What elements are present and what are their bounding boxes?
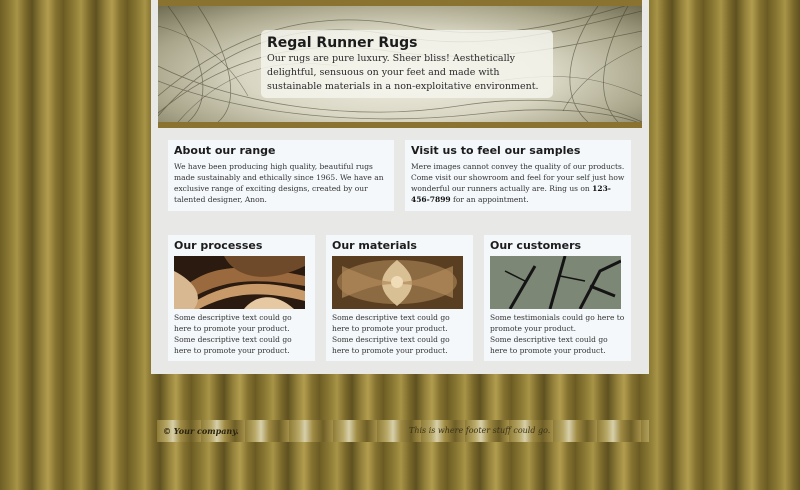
customers-text-1: Some testimonials could go here to promote your product. [490, 313, 625, 333]
visit-text [411, 161, 625, 205]
footer-copyright: © Your company. [163, 426, 239, 436]
site-title: Regal Runner Rugs [267, 35, 418, 51]
visit-text-start: Mere images cannot convey the quality of our products. Come visit our showroom and feel for your self just how wonderful our runners actually are. Ring us on [411, 162, 625, 193]
page-container [151, 0, 649, 374]
intro-box [261, 30, 553, 98]
visit-panel [405, 140, 631, 211]
banner-accent-bar [158, 122, 642, 128]
customers-heading: Our customers [490, 239, 582, 252]
about-text: We have been producing high quality, beautiful rugs made sustainably and ethically since 1965. We have an exclusive range of exciting designs, created by our talented designer, Anon. [174, 162, 384, 204]
materials-text-1: Some descriptive text could go here to promote your product. [332, 313, 450, 333]
materials-image [332, 256, 463, 309]
header-banner [158, 6, 642, 122]
processes-text-1: Some descriptive text could go here to promote your product. [174, 313, 292, 333]
visit-heading: Visit us to feel our samples [411, 144, 581, 157]
processes-text-2: Some descriptive text could go here to promote your product. [174, 335, 292, 355]
customers-panel [484, 235, 631, 361]
about-heading: About our range [174, 144, 276, 157]
visit-text-end: for an appointment. [450, 195, 529, 204]
customers-image [490, 256, 621, 309]
materials-heading: Our materials [332, 239, 417, 252]
intro-text: Our rugs are pure luxury. Sheer bliss! Aesthetically delightful, sensuous on your feet and made with sustainable materials in a non-exploitative environment. [267, 53, 539, 92]
customers-text-2: Some descriptive text could go here to promote your product. [490, 335, 608, 355]
materials-text-2: Some descriptive text could go here to promote your product. [332, 335, 450, 355]
materials-panel [326, 235, 473, 361]
phone-number: 123-456-7899 [411, 184, 611, 204]
processes-heading: Our processes [174, 239, 263, 252]
processes-image [174, 256, 305, 309]
about-panel [168, 140, 394, 211]
footer [157, 420, 649, 442]
footer-note: This is where footer stuff could go. [409, 426, 551, 435]
processes-panel [168, 235, 315, 361]
